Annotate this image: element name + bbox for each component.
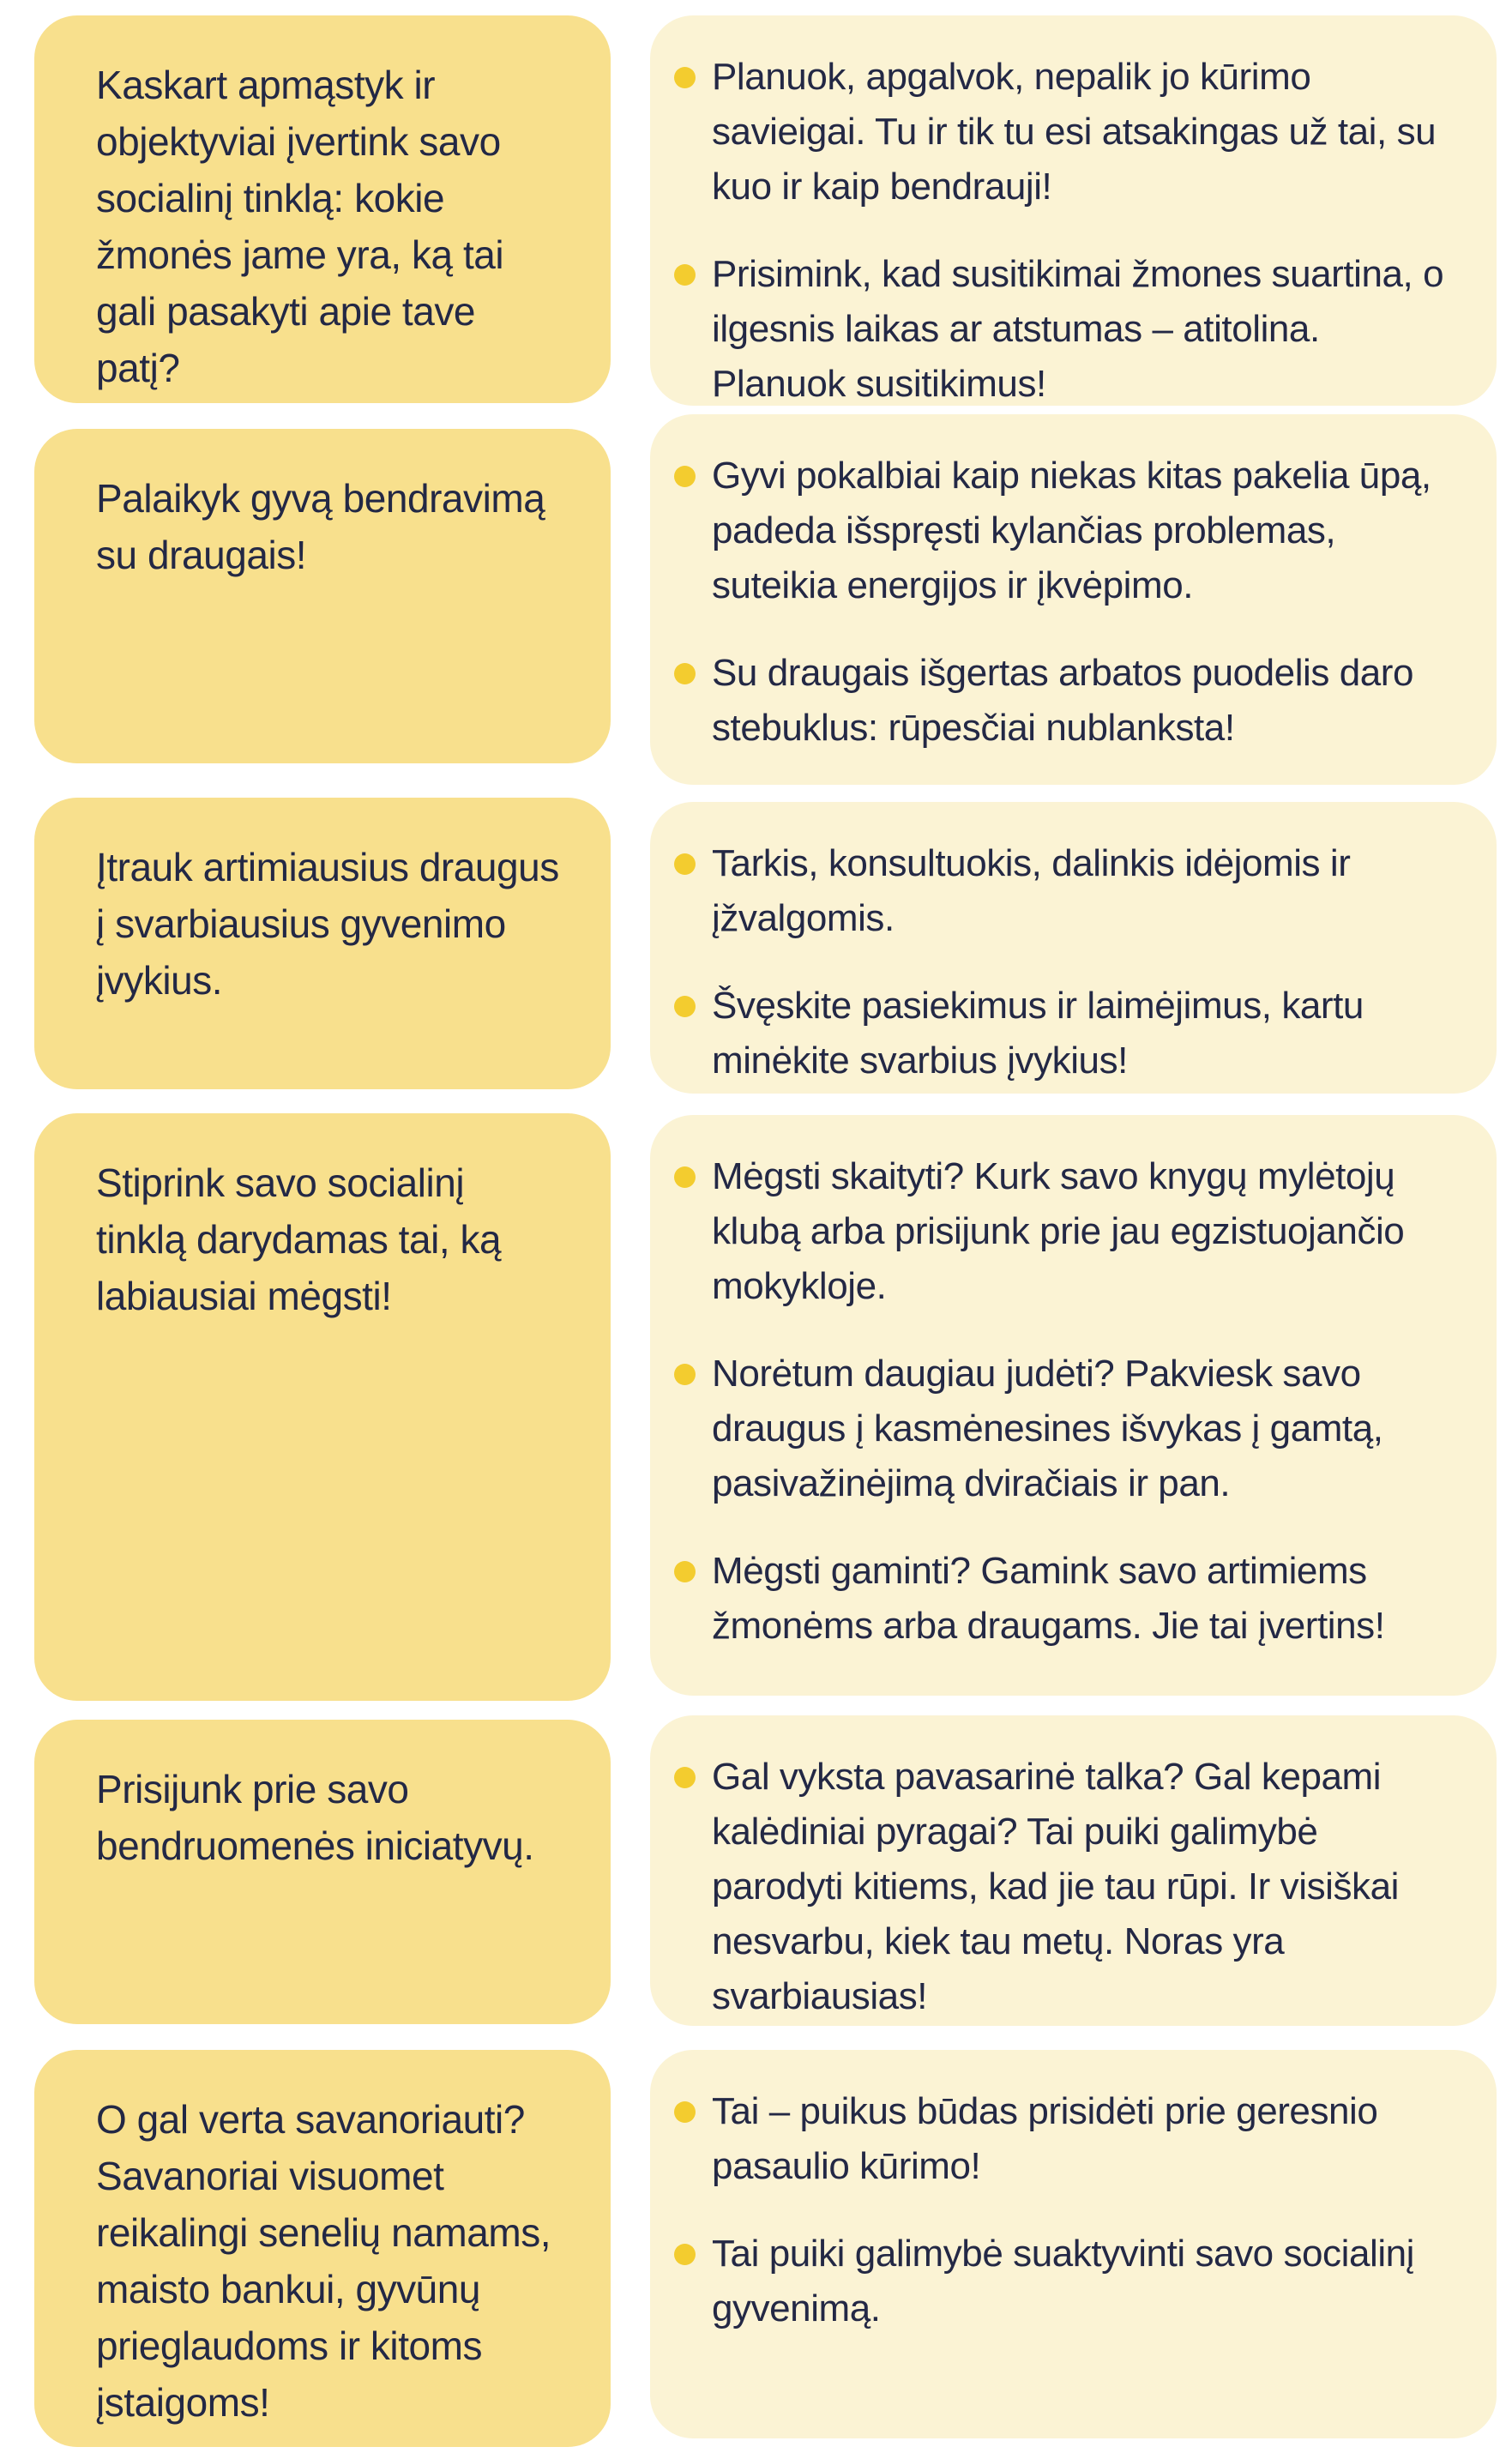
bullet-text: Planuok, apgalvok, nepalik jo kūrimo savieigai. Tu ir tik tu esi atsakingas už tai, su kuo ir kaip bendrauji! xyxy=(712,56,1437,208)
prompt-text: Prisijunk prie savo bendruomenės iniciatyvų. xyxy=(96,1767,534,1868)
bullet-item xyxy=(650,2227,1449,2336)
bullet-dot-icon xyxy=(674,466,696,487)
bullet-dot-icon xyxy=(674,853,696,875)
bullet-dot-icon xyxy=(674,2101,696,2123)
bullet-item xyxy=(650,1347,1449,1511)
bullet-text: Gyvi pokalbiai kaip niekas kitas pakelia ūpą, padeda išspręsti kylančias problemas, suteikia energijos ir įkvėpimo. xyxy=(712,455,1431,606)
bullet-dot-icon xyxy=(674,1364,696,1385)
prompt-text: Palaikyk gyvą bendravimą su draugais! xyxy=(96,476,545,577)
bullet-dot-icon xyxy=(674,2244,696,2265)
prompt-text: O gal verta savanoriauti? Savanoriai visuomet reikalingi senelių namams, maisto bankui, gyvūnų prieglaudoms ir kitoms įstaigoms! xyxy=(96,2097,551,2425)
bullet-item xyxy=(650,449,1449,613)
bullet-text: Su draugais išgertas arbatos puodelis daro stebuklus: rūpesčiai nublanksta! xyxy=(712,652,1414,749)
prompt-text: Įtrauk artimiausius draugus į svarbiausius gyvenimo įvykius. xyxy=(96,845,559,1003)
bullet-text: Tarkis, konsultuokis, dalinkis idėjomis ir įžvalgomis. xyxy=(712,842,1351,939)
bullet-list xyxy=(650,836,1449,1088)
bullet-text: Mėgsti skaityti? Kurk savo knygų mylėtojų klubą arba prisijunk prie jau egzistuojančio mokykloje. xyxy=(712,1155,1405,1307)
right-card-2 xyxy=(650,414,1497,785)
prompt-text: Stiprink savo socialinį tinklą darydamas tai, ką labiausiai mėgsti! xyxy=(96,1160,502,1318)
prompt-text: Kaskart apmąstyk ir objektyviai įvertink savo socialinį tinklą: kokie žmonės jame yra, ką tai gali pasakyti apie tave patį? xyxy=(96,63,504,390)
left-card-5 xyxy=(34,1720,611,2024)
bullet-dot-icon xyxy=(674,67,696,88)
bullet-list xyxy=(650,50,1449,406)
left-card-6 xyxy=(34,2050,611,2447)
bullet-list xyxy=(650,449,1449,756)
bullet-list xyxy=(650,1750,1449,2024)
right-card-1 xyxy=(650,15,1497,406)
bullet-item xyxy=(650,2084,1449,2194)
bullet-item xyxy=(650,646,1449,756)
bullet-text: Gal vyksta pavasarinė talka? Gal kepami kalėdiniai pyragai? Tai puiki galimybė parodyti kitiems, kad jie tau rūpi. Ir visiškai nesvarbu, kiek tau metų. Noras yra svarbiausias! xyxy=(712,1756,1399,2017)
bullet-item xyxy=(650,1149,1449,1314)
left-card-4 xyxy=(34,1113,611,1701)
bullet-dot-icon xyxy=(674,1166,696,1188)
bullet-text: Tai puiki galimybė suaktyvinti savo socialinį gyvenimą. xyxy=(712,2233,1415,2329)
bullet-item xyxy=(650,836,1449,946)
bullet-item xyxy=(650,1750,1449,2024)
right-card-4 xyxy=(650,1115,1497,1696)
bullet-text: Prisimink, kad susitikimai žmones suartina, o ilgesnis laikas ar atstumas – atitolina. Planuok susitikimus! xyxy=(712,253,1444,405)
left-card-3 xyxy=(34,798,611,1089)
bullet-list xyxy=(650,2084,1449,2336)
left-card-1 xyxy=(34,15,611,403)
bullet-text: Norėtum daugiau judėti? Pakviesk savo draugus į kasmėnesines išvykas į gamtą, pasivažinėjimą dviračiais ir pan. xyxy=(712,1353,1383,1504)
bullet-dot-icon xyxy=(674,1767,696,1788)
bullet-text: Tai – puikus būdas prisidėti prie geresnio pasaulio kūrimo! xyxy=(712,2090,1378,2187)
bullet-dot-icon xyxy=(674,996,696,1017)
right-card-5 xyxy=(650,1715,1497,2026)
bullet-text: Mėgsti gaminti? Gamink savo artimiems žmonėms arba draugams. Jie tai įvertins! xyxy=(712,1550,1385,1647)
bullet-item xyxy=(650,50,1449,214)
bullet-dot-icon xyxy=(674,264,696,286)
right-card-6 xyxy=(650,2050,1497,2438)
bullet-dot-icon xyxy=(674,1561,696,1582)
bullet-item xyxy=(650,247,1449,406)
bullet-item xyxy=(650,979,1449,1088)
bullet-text: Švęskite pasiekimus ir laimėjimus, kartu minėkite svarbius įvykius! xyxy=(712,985,1364,1082)
right-card-3 xyxy=(650,802,1497,1094)
bullet-list xyxy=(650,1149,1449,1654)
left-card-2 xyxy=(34,429,611,763)
bullet-item xyxy=(650,1544,1449,1654)
bullet-dot-icon xyxy=(674,663,696,684)
